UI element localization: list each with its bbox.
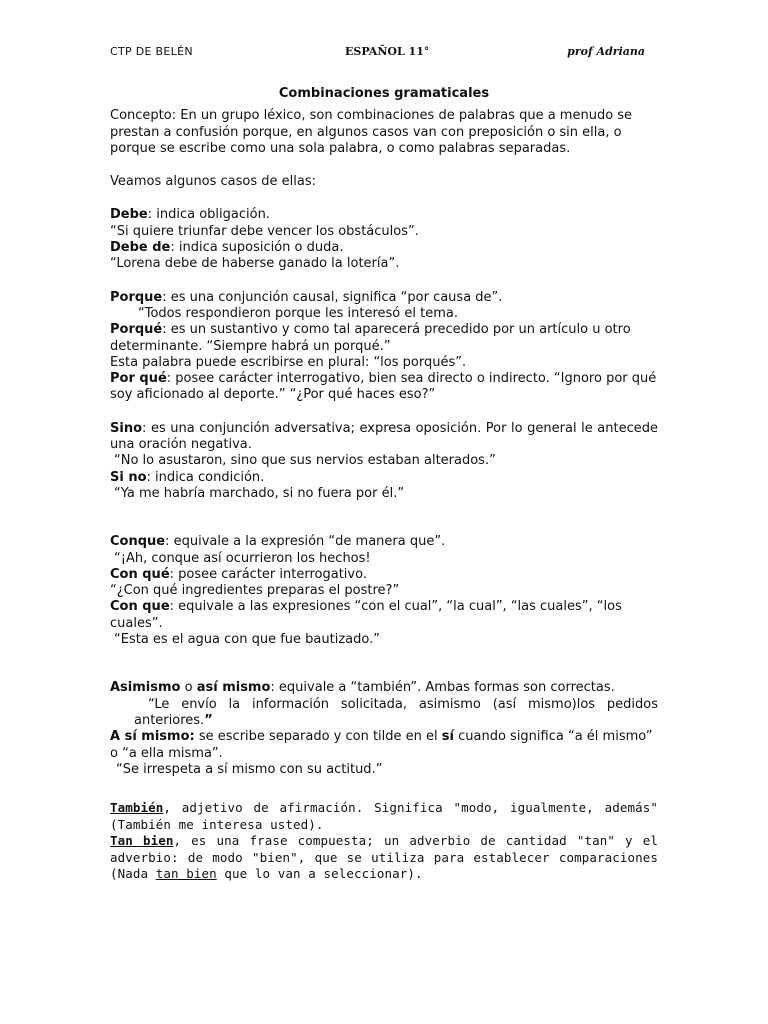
con-que-interrog-example: “¿Con qué ingredientes preparas el postre?” (110, 583, 400, 599)
por-que-term: Por qué (110, 371, 167, 387)
porque-noun-definition: Porqué: es un sustantivo y como tal aparecerá precedido por un artículo u otro determinante. “Siempre habrá un porqué.” (110, 322, 631, 354)
con-que-interrog-term: Con qué (110, 566, 170, 582)
con-que-term: Con que (110, 599, 170, 615)
conque-definition: Conque: equivale a la expresión “de manera que”. (110, 534, 446, 550)
si-term: sí (441, 729, 454, 745)
tan-bien-term: Tan bien (110, 833, 174, 848)
con-que-example: “Esta es el agua con que fue bautizado.” (114, 632, 380, 648)
concept-paragraph: Concepto: En un grupo léxico, son combinaciones de palabras que a menudo se prestan a confusión porque, en algunos casos van con preposición o sin ella, o porque se escribe como una sola palabra, o como palabras separadas. (110, 108, 633, 156)
subject-name: ESPAÑOL 11° (345, 45, 430, 58)
sino-example: “No lo asustaron, sino que sus nervios estaban alterados.” (114, 453, 496, 469)
asimismo-definition: Asimismo o así mismo: equivale a “también”. Ambas formas son correctas. (110, 680, 615, 696)
tambien-definition: También, adjetivo de afirmación. Significa "modo, igualmente, además" (También me interesa usted). (110, 800, 658, 832)
teacher-name: prof Adriana (567, 45, 645, 58)
lead-paragraph: Veamos algunos casos de ellas: (110, 174, 317, 190)
por-que-definition: Por qué: posee carácter interrogativo, bien sea directo o indirecto. “Ignoro por qué soy aficionado al deporte.” “¿Por qué haces eso?” (110, 371, 657, 403)
a-si-mismo-definition: A sí mismo: se escribe separado y con tilde en el sí cuando significa “a él mismo” o “a ella misma”. (110, 729, 653, 761)
tan-bien-definition: Tan bien, es una frase compuesta; un adverbio de cantidad "tan" y el adverbio: de modo "bien", que se utiliza para establecer comparaciones (Nada tan bien que lo van a seleccionar). (110, 833, 658, 881)
debe-example: “Si quiere triunfar debe vencer los obstáculos”. (110, 223, 419, 239)
asimismo-term: Asimismo (110, 680, 181, 696)
con-que-interrog-definition: Con qué: posee carácter interrogativo. (110, 566, 367, 582)
conque-example: “¡Ah, conque así ocurrieron los hechos! (114, 550, 371, 566)
porque-definition: Porque: es una conjunción causal, significa “por causa de”. (110, 289, 503, 305)
conque-term: Conque (110, 534, 166, 550)
debe-definition: Debe: indica obligación. (110, 207, 270, 223)
a-si-mismo-example: “Se irrespeta a sí mismo con su actitud.” (116, 761, 383, 777)
school-name: CTP DE BELÉN (110, 45, 193, 58)
si-no-example: “Ya me habría marchado, si no fuera por él.” (114, 485, 405, 501)
page-title: Combinaciones gramaticales (278, 86, 490, 101)
sino-term: Sino (110, 420, 143, 436)
debe-de-example: “Lorena debe de haberse ganado la lotería”. (110, 256, 400, 272)
asi-mismo-term: así mismo (196, 680, 271, 696)
asimismo-example: “Le envío la información solicitada, asimismo (así mismo)los pedidos anteriores.” (134, 696, 658, 728)
debe-term: Debe (110, 207, 148, 223)
porque-plural-note: Esta palabra puede escribirse en plural: “los porqués”. (110, 354, 467, 370)
debe-de-term: Debe de (110, 240, 171, 256)
tambien-term: También (110, 800, 164, 815)
tan-bien-example-term: tan bien (155, 866, 217, 881)
debe-de-definition: Debe de: indica suposición o duda. (110, 240, 344, 256)
a-si-mismo-term: A sí mismo: (110, 729, 195, 745)
porque-term: Porque (110, 289, 163, 305)
si-no-term: Si no (110, 469, 147, 485)
porque-example: “Todos respondieron porque les interesó el tema. (138, 305, 458, 321)
sino-definition: Sino: es una conjunción adversativa; expresa oposición. Por lo general le antecede una oración negativa. (110, 420, 658, 453)
porque-noun-term: Porqué (110, 322, 163, 338)
con-que-definition: Con que: equivale a las expresiones “con el cual”, “la cual”, “las cuales”, “los cuales”. (110, 599, 622, 631)
document-body (110, 86, 658, 778)
page-header (110, 45, 655, 63)
tambien-section (110, 800, 658, 883)
si-no-definition: Si no: indica condición. (110, 469, 265, 485)
